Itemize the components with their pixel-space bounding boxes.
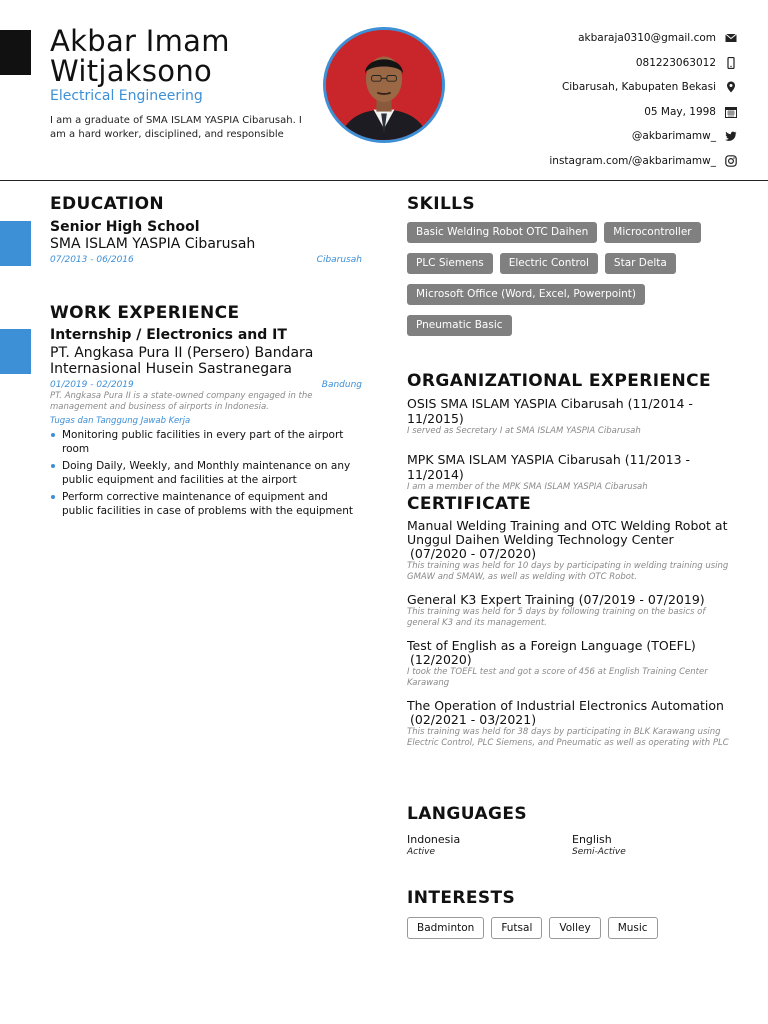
work-description: PT. Angkasa Pura II is a state-owned company engaged in the management and business of airports in Indonesia. (50, 391, 313, 412)
contact-birthdate (438, 100, 738, 125)
list-item (407, 699, 737, 748)
work-location: Bandung (321, 380, 362, 390)
list-item (407, 593, 737, 628)
education-meta (50, 255, 362, 265)
email-icon (724, 31, 738, 45)
work-tasks-label: Tugas dan Tanggung Jawab Kerja (50, 416, 191, 426)
name-line-2: Witjaksono (50, 54, 213, 88)
interests-heading: INTERESTS (407, 888, 516, 908)
birthdate-text: 05 May, 1998 (644, 105, 716, 118)
work-dates: 01/2019 - 02/2019 (50, 380, 134, 390)
cert-description: This training was held for 38 days by participating in BLK Karawang using Electric Control, PLC Siemens, and Pneumatic as well as operating with PLC (407, 727, 729, 748)
list-item (407, 519, 737, 582)
language-name: English (572, 833, 612, 846)
certificate-section (407, 519, 737, 759)
work-meta (50, 380, 362, 390)
interest-tag: Futsal (491, 917, 542, 939)
list-item: Monitoring public facilities in every part of the airport room (50, 429, 362, 456)
work-entry (50, 327, 362, 522)
work-task-list (50, 429, 362, 518)
header-divider (0, 180, 768, 181)
skill-tag: Star Delta (605, 253, 676, 274)
list-item (407, 639, 737, 688)
phone-icon (724, 56, 738, 70)
instagram-text[interactable]: instagram.com/@akbarimamw_ (549, 154, 716, 167)
header-accent-bar (0, 30, 31, 75)
skills-section (407, 222, 737, 346)
education-school: SMA ISLAM YASPIA Cibarusah (50, 236, 256, 252)
organizational-section (407, 396, 737, 503)
skill-tag: PLC Siemens (407, 253, 493, 274)
work-company: PT. Angkasa Pura II (Persero) Bandara Internasional Husein Sastranegara (50, 345, 314, 377)
contact-email[interactable] (438, 26, 738, 51)
education-accent-bar (0, 221, 31, 266)
work-role: Internship / Electronics and IT (50, 327, 287, 343)
skill-tag: Electric Control (500, 253, 598, 274)
interest-tag: Music (608, 917, 658, 939)
profile-photo (323, 27, 445, 143)
org-title: OSIS SMA ISLAM YASPIA Cibarusah (11/2014 - 11/2015) (407, 396, 693, 426)
education-location: Cibarusah (316, 255, 362, 265)
education-dates: 07/2013 - 06/2016 (50, 255, 134, 265)
education-heading: EDUCATION (50, 194, 165, 214)
organizational-heading: ORGANIZATIONAL EXPERIENCE (407, 371, 712, 391)
list-item (572, 833, 737, 857)
interests-list (407, 917, 737, 939)
skill-tag: Microcontroller (604, 222, 700, 243)
education-entry (50, 219, 362, 265)
cert-title: Test of English as a Foreign Language (TOEFL) (407, 638, 696, 653)
profile-summary: I am a graduate of SMA ISLAM YASPIA Cibarusah. I am a hard worker, disciplined, and responsible (50, 115, 302, 140)
name-line-1: Akbar Imam (50, 24, 230, 58)
twitter-text[interactable]: @akbarimamw_ (631, 130, 716, 143)
contact-list (438, 26, 738, 173)
org-title: MPK SMA ISLAM YASPIA Cibarusah (11/2013 - 11/2014) (407, 452, 691, 482)
certificate-heading: CERTIFICATE (407, 494, 532, 514)
calendar-icon (724, 105, 738, 119)
language-name: Indonesia (407, 833, 461, 846)
cert-date: (02/2021 - 03/2021) (410, 712, 537, 727)
email-text[interactable]: akbaraja0310@gmail.com (578, 32, 716, 45)
skill-tag: Pneumatic Basic (407, 315, 512, 336)
cert-date: (12/2020) (410, 652, 472, 667)
cert-title: Manual Welding Training and OTC Welding Robot at Unggul Daihen Welding Technology Center (407, 518, 728, 547)
list-item: Perform corrective maintenance of equipment and public facilities in case of problems with the equipment (50, 491, 362, 518)
cert-title: The Operation of Industrial Electronics Automation (407, 698, 724, 713)
work-accent-bar (0, 329, 31, 374)
skill-tag: Basic Welding Robot OTC Daihen (407, 222, 597, 243)
contact-instagram[interactable] (438, 149, 738, 174)
interest-tag: Volley (549, 917, 600, 939)
interests-section (407, 917, 737, 939)
candidate-name (50, 26, 230, 86)
phone-text[interactable]: 081223063012 (635, 56, 716, 69)
skill-tag: Microsoft Office (Word, Excel, Powerpoint) (407, 284, 645, 305)
instagram-icon (724, 154, 738, 168)
work-experience-heading: WORK EXPERIENCE (50, 303, 240, 323)
location-text: Cibarusah, Kabupaten Bekasi (561, 81, 716, 94)
contact-phone[interactable] (438, 51, 738, 76)
list-item (407, 452, 737, 493)
language-level: Semi-Active (572, 847, 626, 857)
location-icon (724, 80, 738, 94)
interest-tag: Badminton (407, 917, 484, 939)
contact-location (438, 75, 738, 100)
cert-description: This training was held for 10 days by participating in welding training using GMAW and SMAW, as well as welding with OTC Robot. (407, 561, 729, 582)
skills-heading: SKILLS (407, 194, 476, 214)
job-title: Electrical Engineering (50, 88, 203, 104)
cert-title: General K3 Expert Training (07/2019 - 07/2019) (407, 592, 705, 607)
cert-description: This training was held for 5 days by following training on the basics of general K3 and its management. (407, 607, 706, 628)
languages-section (407, 833, 737, 857)
org-description: I am a member of the MPK SMA ISLAM YASPIA Cibarusah (407, 482, 648, 492)
languages-heading: LANGUAGES (407, 804, 528, 824)
list-item (407, 396, 737, 437)
skills-list (407, 222, 737, 346)
education-degree: Senior High School (50, 219, 200, 235)
language-level: Active (407, 847, 435, 857)
list-item: Doing Daily, Weekly, and Monthly maintenance on any public equipment and facilities at the airport (50, 460, 362, 487)
cert-date: (07/2020 - 07/2020) (410, 546, 537, 561)
list-item (407, 833, 572, 857)
cert-description: I took the TOEFL test and got a score of 456 at English Training Center Karawang (407, 667, 708, 688)
contact-twitter[interactable] (438, 124, 738, 149)
org-description: I served as Secretary I at SMA ISLAM YASPIA Cibarusah (407, 426, 641, 436)
languages-list (407, 833, 737, 857)
twitter-icon (724, 129, 738, 143)
